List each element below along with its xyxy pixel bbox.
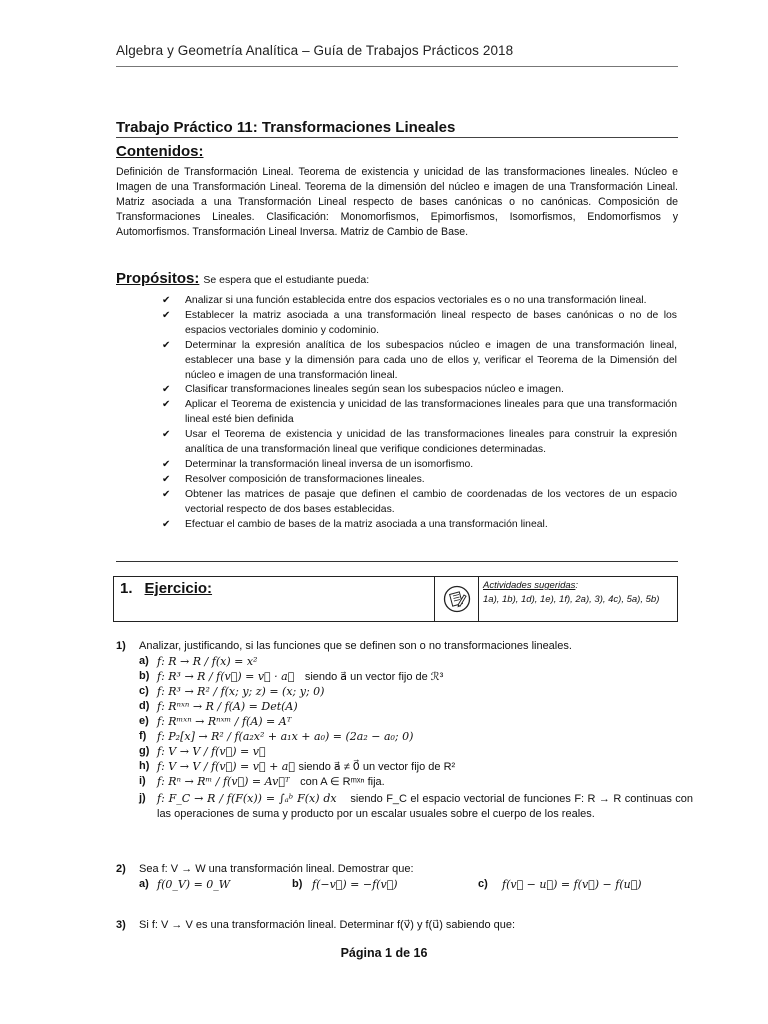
question-3 [116, 918, 678, 933]
purpose-item: ✔ Clasificar transformaciones lineales según sean los subespacios núcleo e imagen. [162, 383, 677, 398]
exercise-label: Ejercicio: [144, 580, 213, 597]
item-label: i) [139, 775, 146, 787]
purpose-item: ✔ Resolver composición de transformaciones lineales. [162, 473, 677, 488]
question-line [116, 862, 678, 877]
formula-note: siendo a⃗ ≠ 0⃗ un vector fijo de R² [298, 761, 456, 773]
purpose-list [162, 294, 677, 533]
question-2 [116, 862, 678, 892]
checkmark-icon: ✔ [162, 458, 171, 470]
list-item [116, 669, 678, 684]
purpose-item: ✔ Analizar si una función establecida entre dos espacios vectoriales es o no una transformación lineal. [162, 294, 677, 309]
list-item [116, 654, 678, 669]
formula: f: Rᵐˣⁿ → Rⁿˣᵐ / f(A) = Aᵀ [157, 715, 292, 728]
question-number: 1) [116, 640, 126, 652]
formula-note: con A ∈ Rᵐˣⁿ fija. [300, 776, 385, 788]
exercise-number: 1. [120, 580, 133, 597]
purpose-item: ✔ Determinar la expresión analítica de los subespacios núcleo e imagen de una transformación lineal, establecer una base y la dimensión para cada uno de ellos y, verificar el Teorema de la Dimensión del núcleo e imagen de una transformación lineal. [162, 339, 677, 381]
purposes-header [116, 270, 369, 287]
formula-paragraph: f: F_C → R / f(F(x)) = ∫ₐᵇ F(x) dx siendo F_C el espacio vectorial de funciones F: R → R continuas con las operaciones de suma y producto por un escalar usuales sobre el cuerpo de los reales. [157, 792, 693, 820]
question-text: Sea f: V → W una transformación lineal. Demostrar que: [139, 863, 414, 875]
item-label: e) [139, 715, 149, 727]
list-item [116, 789, 693, 837]
list-item [116, 699, 678, 714]
formula-note: siendo a⃗ un vector fijo de ℛ³ [304, 671, 444, 683]
purpose-item: ✔ Usar el Teorema de existencia y unicidad de las transformaciones lineales para construir la expresión analítica de una transformación lineal que verifique condiciones determinadas. [162, 429, 677, 456]
question-1 [116, 639, 693, 837]
formula: f(−v⃗) = −f(v⃗) [312, 878, 398, 891]
question-line [116, 639, 678, 654]
question-number: 3) [116, 919, 126, 931]
formula: f: Rⁿ → Rᵐ / f(v⃗) = Av⃗ᵀ con A ∈ Rᵐˣⁿ fija. [157, 775, 385, 788]
item-label: b) [139, 670, 150, 682]
purpose-item: ✔ Establecer la matriz asociada a una transformación lineal respecto de bases canónicas o no de los espacios vectoriales dominio y codominio. [162, 309, 677, 336]
section-rule [116, 561, 678, 562]
item-label: a) [139, 878, 149, 890]
checkmark-icon: ✔ [162, 518, 171, 530]
question-number: 2) [116, 863, 126, 875]
checkmark-icon: ✔ [162, 339, 171, 351]
running-header: Algebra y Geometría Analítica – Guía de Trabajos Prácticos 2018 [116, 43, 514, 58]
item-label: f) [139, 730, 147, 742]
checkmark-icon: ✔ [162, 399, 171, 411]
item-label: j) [139, 792, 146, 804]
page-number: Página 1 de 16 [340, 946, 428, 960]
formula: f: R → R / f(x) = x² [157, 655, 258, 668]
purpose-item: ✔ Aplicar el Teorema de existencia y unicidad de las transformaciones lineales para que una transformación lineal esté bien definida [162, 399, 677, 426]
checkmark-icon: ✔ [162, 429, 171, 441]
formula: f(v⃗ − u⃗) = f(v⃗) − f(u⃗) [502, 878, 642, 891]
purposes-heading: Propósitos: [116, 270, 200, 287]
purpose-item: ✔ Efectuar el cambio de bases de la matriz asociada a una transformación lineal. [162, 518, 677, 533]
exercise-icon-cell [435, 577, 479, 621]
question-line [116, 918, 678, 933]
formula: f: Rⁿˣⁿ → R / f(A) = Det(A) [157, 700, 298, 713]
formula: f: V → V / f(v⃗) = v⃗ [157, 745, 266, 758]
question-text: Analizar, justificando, si las funciones que se definen son o no transformaciones lineales. [139, 640, 572, 652]
formula: f: P₂[x] → R² / f(a₂x² + a₁x + a₀) = (2a₂ − a₀; 0) [157, 730, 414, 743]
contents-heading: Contenidos: [116, 143, 204, 160]
list-item [116, 729, 678, 744]
checkmark-icon: ✔ [162, 384, 171, 396]
header-rule [116, 66, 678, 67]
formula: f: R³ → R / f(v⃗) = v⃗ · a⃗ siendo a⃗ un vector fijo de ℛ³ [157, 670, 444, 683]
item-label: b) [292, 878, 303, 890]
tp-title: Trabajo Práctico 11: Transformaciones Lineales [116, 119, 456, 136]
formula: f: V → V / f(v⃗) = v⃗ + a⃗ siendo a⃗ ≠ 0⃗ un vector fijo de R² [157, 760, 456, 773]
formula-note: siendo F_C el espacio vectorial de funciones F: R → R continuas con las operaciones de suma y producto por un escalar usuales sobre el cuerpo de los reales. [157, 793, 693, 820]
purpose-item: ✔ Obtener las matrices de pasaje que definen el cambio de coordenadas de los vectores de un espacio vectorial respecto de dos bases establecidas. [162, 488, 677, 515]
exercise-title-cell [114, 577, 435, 621]
question-text: Si f: V → V es una transformación lineal. Determinar f(v⃗) y f(u⃗) sabiendo que: [139, 919, 516, 931]
list-item [116, 744, 678, 759]
pencil-paper-icon [443, 585, 471, 613]
title-rule [116, 137, 678, 138]
list-item [116, 714, 678, 729]
list-item [116, 759, 678, 774]
exercise-header-box [113, 576, 678, 622]
item-label: g) [139, 745, 150, 757]
suggested-activities-label: Actividades sugeridas [483, 580, 576, 591]
item-label: d) [139, 700, 150, 712]
list-item [116, 774, 678, 789]
item-label: h) [139, 760, 150, 772]
contents-body: Definición de Transformación Lineal. Teorema de existencia y unicidad de las transformaciones lineales. Núcleo e Imagen de una Transformación Lineal. Teorema de la dimensión del núcleo e imagen de una Transformación Lineal. Matriz asociada a una Transformación Lineal respecto de bases canónicas o no canónicas. Composición de Transformaciones Lineales. Clasificación: Monomorfismos, Epimorfismos, Isomorfismos, Endomorfismos y Automorfismos. Transformación Lineal Inversa. Matriz de Cambio de Base. [116, 166, 678, 239]
item-label: a) [139, 655, 149, 667]
purposes-intro: Se espera que el estudiante pueda: [203, 274, 370, 286]
suggested-activities-list: 1a), 1b), 1d), 1e), 1f), 2a), 3), 4c), 5a), 5b) [483, 594, 660, 605]
list-item-row [116, 877, 678, 892]
purpose-item: ✔ Determinar la transformación lineal inversa de un isomorfismo. [162, 458, 677, 473]
list-item [116, 684, 678, 699]
checkmark-icon: ✔ [162, 488, 171, 500]
item-label: c) [478, 878, 488, 890]
suggested-activities-cell: Actividades sugeridas: 1a), 1b), 1d), 1e), 1f), 2a), 3), 4c), 5a), 5b) [479, 577, 677, 621]
checkmark-icon: ✔ [162, 309, 171, 321]
item-label: c) [139, 685, 149, 697]
checkmark-icon: ✔ [162, 295, 171, 306]
checkmark-icon: ✔ [162, 473, 171, 485]
formula: f: R³ → R² / f(x; y; z) = (x; y; 0) [157, 685, 325, 698]
formula: f(0_V) = 0_W [157, 878, 231, 891]
